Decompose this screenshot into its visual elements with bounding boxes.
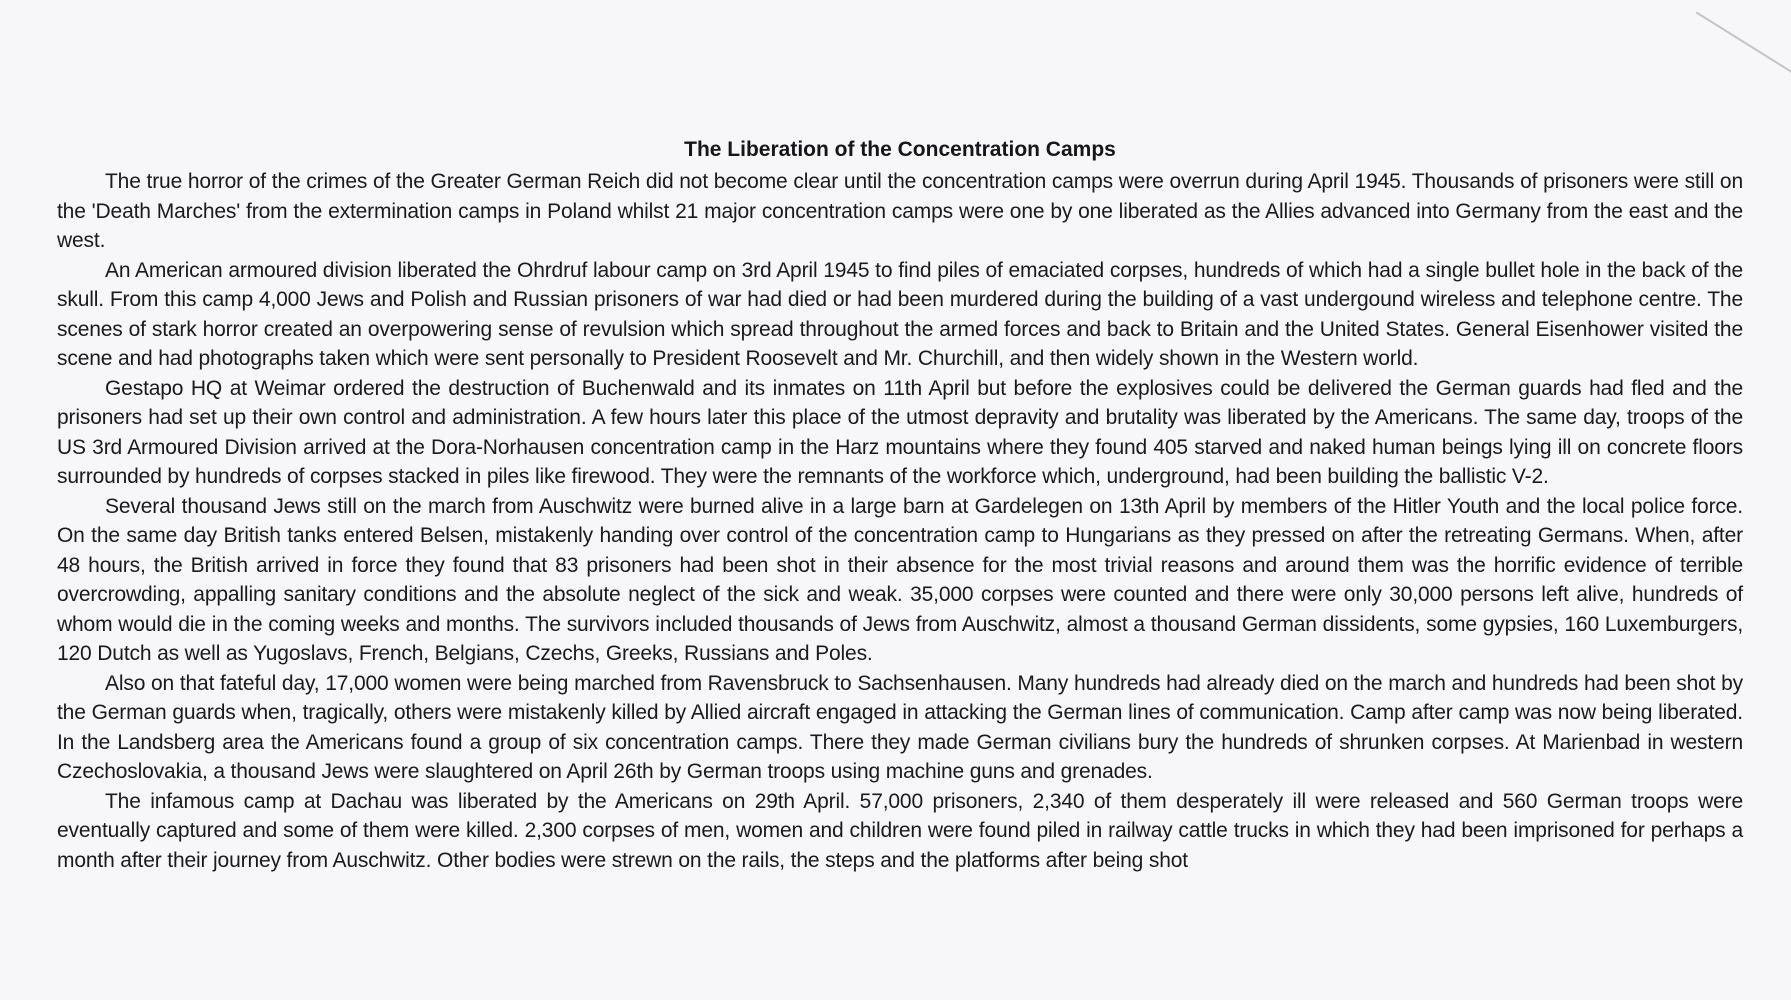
paragraph-5: Also on that fateful day, 17,000 women were being marched from Ravensbruck to Sachsenhausen. Many hundreds had already died on the march and hundreds had been shot by the German guards when, tragically, others were mistakenly killed by Allied aircraft engaged in attacking the German lines of communication. Camp after camp was now being liberated. In the Landsberg area the Americans found a group of six concentration camps. There they made German civilians bury the hundreds of shrunken corpses. At Marienbad in western Czechoslovakia, a thousand Jews were slaughtered on April 26th by German troops using machine guns and grenades. <box>57 671 1743 783</box>
document-body <box>57 135 1743 875</box>
paragraph-1: The true horror of the crimes of the Greater German Reich did not become clear until the concentration camps were overrun during April 1945. Thousands of prisoners were still on the 'Death Marches' from the extermination camps in Poland whilst 21 major concentration camps were one by one liberated as the Allies advanced into Germany from the east and the west. <box>57 170 1743 252</box>
paragraph-6: The infamous camp at Dachau was liberated by the Americans on 29th April. 57,000 prisoners, 2,340 of them desperately ill were released and 560 German troops were eventually captured and some of them were killed. 2,300 corpses of men, women and children were found piled in railway cattle trucks in which they had been imprisoned for perhaps a month after their journey from Auschwitz. Other bodies were strewn on the rails, the steps and the platforms after being shot <box>57 789 1743 872</box>
page-corner-fold <box>1696 0 1791 77</box>
paragraph-2: An American armoured division liberated the Ohrdruf labour camp on 3rd April 1945 to find piles of emaciated corpses, hundreds of which had a single bullet hole in the back of the skull. From this camp 4,000 Jews and Polish and Russian prisoners of war had died or had been murdered during the building of a vast undergound wireless and telephone centre. The scenes of stark horror created an overpowering sense of revulsion which spread throughout the armed forces and back to Britain and the United States. General Eisenhower visited the scene and had photographs taken which were sent personally to President Roosevelt and Mr. Churchill, and then widely shown in the Western world. <box>57 258 1743 370</box>
document-title: The Liberation of the Concentration Camps <box>684 138 1116 161</box>
paragraph-3: Gestapo HQ at Weimar ordered the destruction of Buchenwald and its inmates on 11th April but before the explosives could be delivered the German guards had fled and the prisoners had set up their own control and administration. A few hours later this place of the utmost depravity and brutality was liberated by the Americans. The same day, troops of the US 3rd Armoured Division arrived at the Dora-Norhausen concentration camp in the Harz mountains where they found 405 starved and naked human beings lying ill on concrete floors surrounded by hundreds of corpses stacked in piles like firewood. They were the remnants of the workforce which, underground, had been building the ballistic V-2. <box>57 376 1743 488</box>
paragraph-4: Several thousand Jews still on the march from Auschwitz were burned alive in a large barn at Gardelegen on 13th April by members of the Hitler Youth and the local police force. On the same day British tanks entered Belsen, mistakenly handing over control of the concentration camp to Hungarians as they pressed on after the retreating Germans. When, after 48 hours, the British arrived in force they found that 83 prisoners had been shot in their absence for the most trivial reasons and around them was the horrific evidence of terrible overcrowding, appalling sanitary conditions and the absolute neglect of the sick and weak. 35,000 corpses were counted and there were only 30,000 persons left alive, hundreds of whom would die in the coming weeks and months. The survivors included thousands of Jews from Auschwitz, almost a thousand German dissidents, some gypsies, 160 Luxemburgers, 120 Dutch as well as Yugoslavs, French, Belgians, Czechs, Greeks, Russians and Poles. <box>57 494 1743 665</box>
